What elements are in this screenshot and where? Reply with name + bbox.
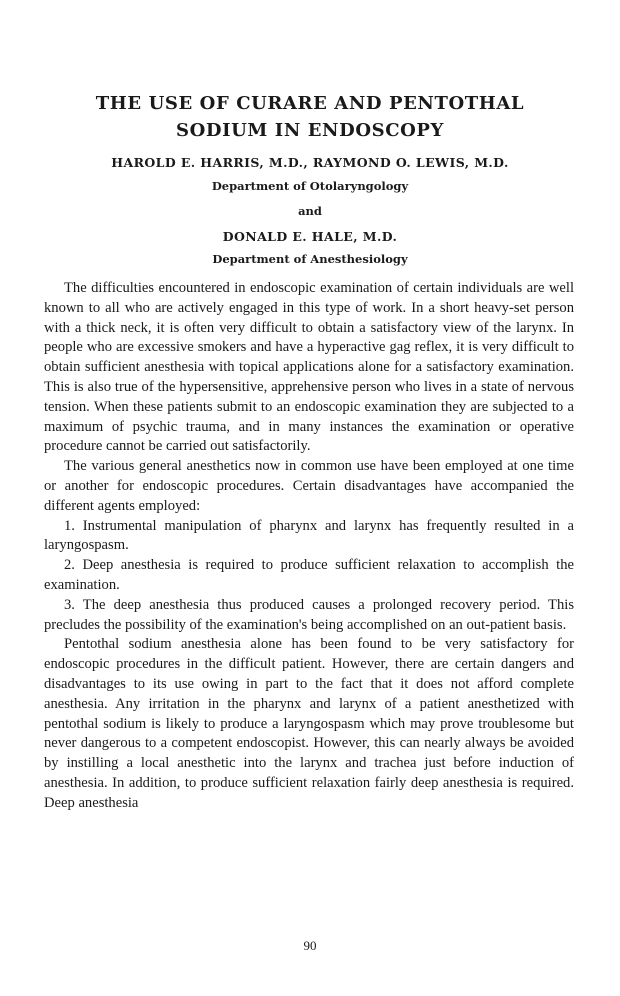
paragraph-pentothal: Pentothal sodium anesthesia alone has been found to be very satisfactory for endoscopic procedures in the difficult patient. However, there are certain dangers and disadvantages to its use owing in part to the fact that it does not afford complete anesthesia. Any irritation in the pharynx and larynx of a patient anesthetized with pentothal sodium is likely to produce a laryngospasm which may prove troublesome but never dangerous to a competent endoscopist. However, this can nearly always be avoided by instilling a local anesthetic into the larynx and trachea just before induction of anesthesia. In addition, to produce sufficient relaxation fairly deep anesthesia is required. Deep anesthesia bbox=[44, 636, 574, 811]
article-title bbox=[0, 90, 620, 144]
paragraph-intro: The difficulties encountered in endoscopic examination of certain individuals are well known to all who are actively engaged in this type of work. In a short heavy-set person with a thick neck, it is often very difficult to obtain a satisfactory view of the larynx. In people who are excessive smokers and have a hyperactive gag reflex, it is very difficult to obtain sufficient anesthesia with topical applications alone for a satisfactory examination. This is also true of the hypersensitive, apprehensive person who lives in a state of nervous tension. When these patients submit to an endoscopic examination they are subjected to a maximum of psychic trauma, and in many instances the examination or operative procedure cannot be carried out satisfactorily. bbox=[44, 280, 574, 455]
second-author: DONALD E. HALE, M.D. bbox=[222, 229, 398, 244]
department-anesthesiology: Department of Anesthesiology bbox=[212, 252, 408, 266]
article-body bbox=[44, 279, 574, 814]
list-item-1: 1. Instrumental manipulation of pharynx and larynx has frequently resulted in a laryngospasm. bbox=[44, 517, 574, 554]
department-otolaryngology: Department of Otolaryngology bbox=[211, 179, 409, 193]
and-connector: and bbox=[298, 204, 322, 218]
list-item-3: 3. The deep anesthesia thus produced causes a prolonged recovery period. This precludes the possibility of the examination's being accomplished on an out-patient basis. bbox=[44, 596, 574, 633]
title-line-1: THE USE OF CURARE AND PENTOTHAL bbox=[95, 93, 525, 114]
list-item-2: 2. Deep anesthesia is required to produce sufficient relaxation to accomplish the examination. bbox=[44, 557, 574, 593]
title-line-2: SODIUM IN ENDOSCOPY bbox=[176, 120, 444, 141]
authors-line: HAROLD E. HARRIS, M.D., RAYMOND O. LEWIS, M.D. bbox=[111, 155, 509, 170]
paragraph-anesthetics: The various general anesthetics now in common use have been employed at one time or another for endoscopic procedures. Certain disadvantages have accompanied the different agents employed: bbox=[44, 458, 574, 514]
page-number: 90 bbox=[303, 938, 317, 953]
